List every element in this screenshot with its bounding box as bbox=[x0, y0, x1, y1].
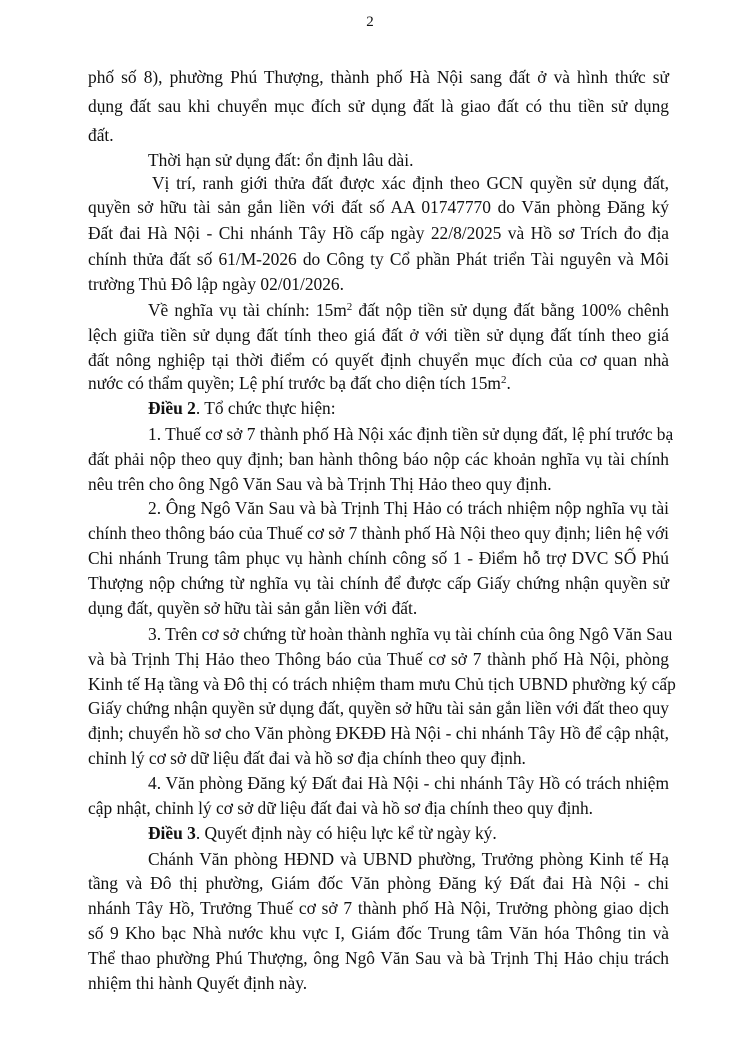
text-line: phố số 8), phường Phú Thượng, thành phố Hà Nội sang đất ở và hình thức sử bbox=[88, 67, 669, 87]
text-line: Kinh tế Hạ tầng và Đô thị có trách nhiệm tham mưu Chủ tịch UBND phường ký cấp bbox=[88, 674, 676, 694]
article-3-heading: Điều 3. Quyết định này có hiệu lực kể từ ngày ký. bbox=[148, 823, 497, 843]
text-line: chính thửa đất số 61/M-2026 do Công ty Cổ phần Phát triển Tài nguyên và Môi bbox=[88, 249, 669, 269]
text-line: Về nghĩa vụ tài chính: $15m^2$ đất nộp tiền sử dụng đất bằng 100% chênh bbox=[148, 300, 669, 320]
text-line: chính theo thông báo của Thuế cơ sở 7 thành phố Hà Nội theo quy định; liên hệ với bbox=[88, 523, 669, 543]
text-line: nhánh Tây Hồ, Trưởng Thuế cơ sở 7 thành phố Hà Nội, Trưởng phòng giao dịch bbox=[88, 898, 669, 918]
text-line: Thượng nộp chứng từ nghĩa vụ tài chính để được cấp Giấy chứng nhận quyền sử bbox=[88, 573, 669, 593]
text-line: 2. Ông Ngô Văn Sau và bà Trịnh Thị Hảo có trách nhiệm nộp nghĩa vụ tài bbox=[148, 498, 669, 518]
text-line: quyền sở hữu tài sản gắn liền với đất số AA 01747770 do Văn phòng Đăng ký bbox=[88, 197, 669, 217]
text-line: Giấy chứng nhận quyền sử dụng đất, quyền sở hữu tài sản gắn liền với đất theo quy bbox=[88, 698, 669, 718]
text-line: Đất đai Hà Nội - Chi nhánh Tây Hồ cấp ngày 22/8/2025 và Hồ sơ Trích đo địa bbox=[88, 223, 669, 243]
text-line: nêu trên cho ông Ngô Văn Sau và bà Trịnh Thị Hảo theo quy định. bbox=[88, 474, 552, 494]
text-line: Chi nhánh Trung tâm phục vụ hành chính công số 1 - Điểm hỗ trợ DVC SỐ Phú bbox=[88, 548, 669, 568]
text-line: đất. bbox=[88, 125, 114, 145]
text-line: đất phải nộp theo quy định; ban hành thông báo nộp các khoản nghĩa vụ tài chính bbox=[88, 449, 669, 469]
text-line: dụng đất, quyền sở hữu tài sản gắn liền với đất. bbox=[88, 598, 418, 618]
text-line: Vị trí, ranh giới thửa đất được xác định theo GCN quyền sử dụng đất, bbox=[152, 173, 669, 193]
text-line: 4. Văn phòng Đăng ký Đất đai Hà Nội - chi nhánh Tây Hồ có trách nhiệm bbox=[148, 773, 669, 793]
text-line: lệch giữa tiền sử dụng đất tính theo giá đất ở với tiền sử dụng đất tính theo giá bbox=[88, 325, 669, 345]
article-2-heading: Điều 2. Tổ chức thực hiện: bbox=[148, 398, 336, 418]
page-number: 2 bbox=[366, 14, 374, 30]
text-line: Thể thao phường Phú Thượng, ông Ngô Văn Sau và bà Trịnh Thị Hảo chịu trách bbox=[88, 948, 669, 968]
text-line: Chánh Văn phòng HĐND và UBND phường, Trưởng phòng Kinh tế Hạ bbox=[148, 849, 669, 869]
text-line: 3. Trên cơ sở chứng từ hoàn thành nghĩa vụ tài chính của ông Ngô Văn Sau bbox=[148, 624, 673, 644]
text-line: tầng và Đô thị phường, Giám đốc Văn phòng Đăng ký Đất đai Hà Nội - chi bbox=[88, 873, 669, 893]
text-line: 1. Thuế cơ sở 7 thành phố Hà Nội xác định tiền sử dụng đất, lệ phí trước bạ bbox=[148, 424, 674, 444]
text-line: dụng đất sau khi chuyển mục đích sử dụng đất là giao đất có thu tiền sử dụng bbox=[88, 96, 669, 116]
text-line: số 9 Kho bạc Nhà nước khu vực I, Giám đốc Trung tâm Văn hóa Thông tin và bbox=[88, 923, 669, 943]
text-line: đất nông nghiệp tại thời điểm có quyết định chuyển mục đích của cơ quan nhà bbox=[88, 350, 669, 370]
text-line: định; chuyển hồ sơ cho Văn phòng ĐKĐĐ Hà Nội - chi nhánh Tây Hồ để cập nhật, bbox=[88, 723, 669, 743]
text-line: Thời hạn sử dụng đất: ổn định lâu dài. bbox=[148, 150, 414, 170]
text-line: trường Thủ Đô lập ngày 02/01/2026. bbox=[88, 274, 344, 294]
text-line: cập nhật, chỉnh lý cơ sở dữ liệu đất đai và hồ sơ địa chính theo quy định. bbox=[88, 798, 594, 818]
text-line: nhiệm thi hành Quyết định này. bbox=[88, 973, 308, 993]
text-line: chỉnh lý cơ sở dữ liệu đất đai và hồ sơ địa chính theo quy định. bbox=[88, 748, 526, 768]
text-line: nước có thẩm quyền; Lệ phí trước bạ đất cho diện tích $15m^2$. bbox=[88, 373, 511, 393]
text-line: và bà Trịnh Thị Hảo theo Thông báo của Thuế cơ sở 7 thành phố Hà Nội, phòng bbox=[88, 649, 669, 669]
